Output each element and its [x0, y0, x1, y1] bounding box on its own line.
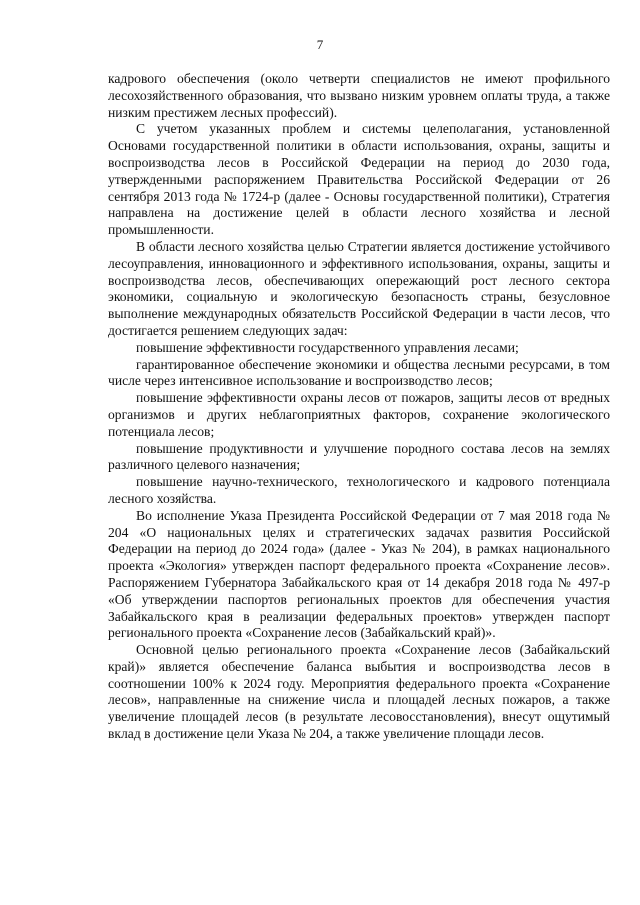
task-item: повышение продуктивности и улучшение породного состава лесов на землях различного целевого назначения; — [108, 440, 610, 473]
paragraph-decree: Во исполнение Указа Президента Российской Федерации от 7 мая 2018 года № 204 «О национальных целях и стратегических задачах развития Российской Федерации на период до 2024 года» (далее - Указ № 204), в рамках национального проекта «Экология» утвержден паспорт федерального проекта «Сохранение лесов». Распоряжением Губернатора Забайкальского края от 14 декабря 2018 года № 497-р «Об утверждении паспортов региональных проектов для обеспечения участия Забайкальского края в реализации федеральных проектов» утвержден паспорт регионального проекта «Сохранение лесов (Забайкальский край)». — [108, 507, 610, 641]
task-item: повышение научно-технического, технологического и кадрового потенциала лесного хозяйства. — [108, 474, 610, 506]
task-item: повышение эффективности государственного управления лесами; — [136, 339, 519, 355]
paragraph-regional-project: Основной целью регионального проекта «Сохранение лесов (Забайкальский край)» является обеспечение баланса выбытия и воспроизводства лесов в соотношении 100% к 2024 году. Мероприятия федерального проекта «Сохранение лесов», направленные на снижение числа и площадей лесных пожаров, а также увеличение площадей лесов (в результате лесовосстановления), внесут ощутимый вклад в достижение цели Указа № 204, а также увеличение площади лесов. — [108, 642, 610, 742]
task-item: повышение эффективности охраны лесов от пожаров, защиты лесов от вредных организмов и других неблагоприятных факторов, сохранение экологического потенциала лесов; — [108, 390, 610, 439]
page-number: 7 — [316, 37, 324, 52]
paragraph-forestry-aim: В области лесного хозяйства целью Стратегии является достижение устойчивого лесоуправления, инновационного и эффективного использования, охраны, защиты и воспроизводства лесов, обеспечивающих опережающий рост лесного сектора экономики, социальную и экологическую безопасность страны, безусловное выполнение международных обязательств Российской Федерации в части лесов, что достигается решением следующих задач: — [108, 238, 610, 338]
paragraph-strategy-goals: С учетом указанных проблем и системы целеполагания, установленной Основами государственной политики в области использования, охраны, защиты и воспроизводства лесов в Российской Федерации на период до 2030 года, утвержденными распоряжением Правительства Российской Федерации от 26 сентября 2013 года № 1724-р (далее - Основы государственной политики), Стратегия направлена на достижение целей в области лесного хозяйства и лесной промышленности. — [108, 121, 610, 238]
body-text — [108, 71, 610, 743]
task-item: гарантированное обеспечение экономики и общества лесными ресурсами, в том числе через интенсивное использование и воспроизводство лесов; — [108, 356, 610, 389]
paragraph-continuation: кадрового обеспечения (около четверти специалистов не имеют профильного лесохозяйственного образования, что вызвано низким уровнем оплаты труда, а также низким престижем лесных профессий). — [108, 71, 610, 120]
